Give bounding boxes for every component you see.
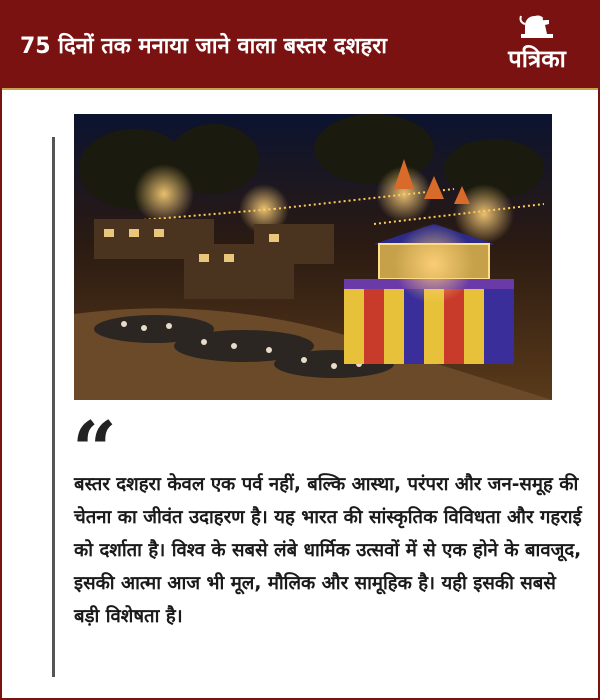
header-bar <box>2 2 598 90</box>
brand-name: पत्रिका <box>508 45 566 73</box>
festival-night-photo-icon <box>74 114 552 400</box>
quote-text: बस्तर दशहरा केवल एक पर्व नहीं, बल्कि आस्था, परंपरा और जन-समूह की चेतना का जीवंत उदाहरण है। यह भारत की सांस्कृतिक विविधता और गहराई को दर्शाता है। विश्व के सबसे लंबे धार्मिक उत्सवों में से एक होने के बावजूद, इसकी आत्मा आज भी मूल, मौलिक और सामूहिक है। यही इसकी सबसे बड़ी विशेषता है। <box>74 474 582 627</box>
brand-logo <box>494 10 580 82</box>
lion-emblem-icon <box>517 10 557 40</box>
quote-side-rule <box>52 137 55 677</box>
headline: 75 दिनों तक मनाया जाने वाला बस्तर दशहरा <box>20 34 387 59</box>
quote-mark-icon: “ <box>72 405 117 496</box>
festival-photo <box>74 114 552 400</box>
